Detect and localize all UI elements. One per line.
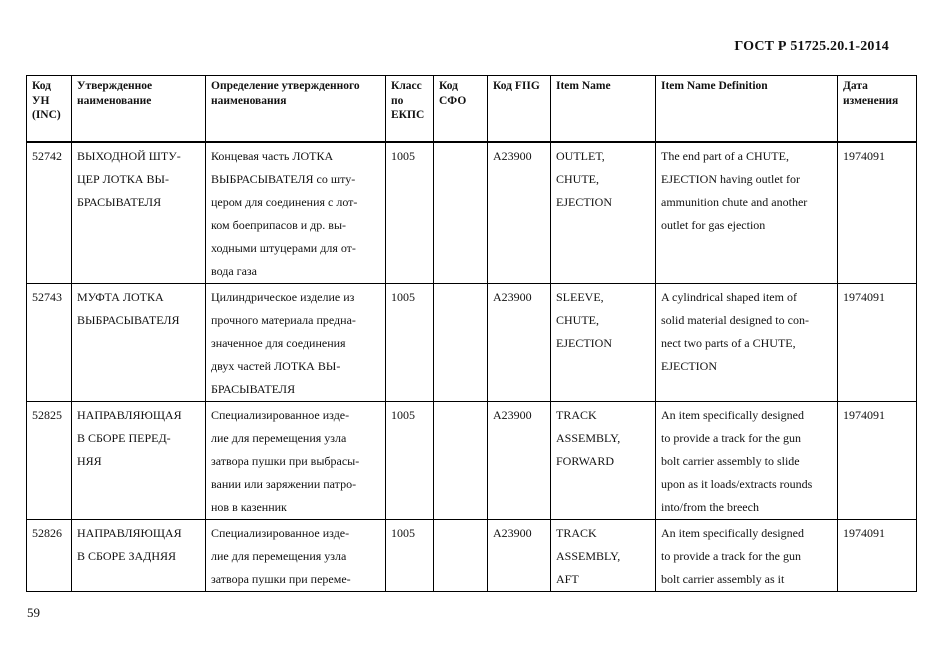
cell-approved-name-line: БРАСЫВАТЕЛЯ: [77, 195, 162, 209]
cell-definition-ru-line: прочного материала предна-: [211, 313, 356, 327]
cell-fiig: A23900: [488, 284, 551, 402]
catalog-table: [26, 75, 917, 592]
cell-item-name-line: TRACK: [556, 526, 597, 540]
cell-date: 1974091: [838, 142, 917, 284]
cell-date: 1974091: [838, 284, 917, 402]
table-row: [27, 142, 917, 284]
cell-definition-ru-line: нов в казенник: [211, 500, 287, 514]
cell-code: 52743: [27, 284, 72, 402]
table-header-row: [27, 76, 917, 143]
header-class: Класс по ЕКПС: [386, 76, 434, 143]
cell-item-definition-line: to provide a track for the gun: [661, 431, 801, 445]
cell-item-name: [551, 520, 656, 592]
cell-approved-name-line: ВЫБРАСЫВАТЕЛЯ: [77, 313, 180, 327]
cell-definition-ru: [206, 520, 386, 592]
cell-definition-ru-line: цером для соединения с лот-: [211, 195, 358, 209]
cell-fiig: A23900: [488, 520, 551, 592]
cell-approved-name-line: ВЫХОДНОЙ ШТУ-: [77, 149, 181, 163]
cell-item-name-line: ASSEMBLY,: [556, 549, 621, 563]
cell-item-name: [551, 284, 656, 402]
cell-definition-ru-line: Цилиндрическое изделие из: [211, 290, 355, 304]
cell-date: 1974091: [838, 520, 917, 592]
cell-definition-ru: [206, 402, 386, 520]
cell-definition-ru-line: Специализированное изде-: [211, 408, 350, 422]
cell-definition-ru-line: БРАСЫВАТЕЛЯ: [211, 382, 296, 396]
cell-approved-name: [72, 284, 206, 402]
cell-class: 1005: [386, 402, 434, 520]
cell-item-name-line: AFT: [556, 572, 579, 586]
cell-sfo: [434, 402, 488, 520]
cell-fiig: A23900: [488, 402, 551, 520]
cell-fiig: A23900: [488, 142, 551, 284]
cell-approved-name: [72, 142, 206, 284]
cell-item-definition-line: An item specifically designed: [661, 408, 804, 422]
header-name-definition: Определение утвержденного наименования: [206, 76, 386, 143]
cell-item-definition-line: outlet for gas ejection: [661, 218, 766, 232]
cell-item-definition-line: solid material designed to con-: [661, 313, 809, 327]
cell-item-definition-line: ammunition chute and another: [661, 195, 808, 209]
cell-item-definition-line: The end part of a CHUTE,: [661, 149, 789, 163]
cell-code: 52826: [27, 520, 72, 592]
cell-definition-ru-line: затвора пушки при выбрасы-: [211, 454, 360, 468]
cell-definition-ru: [206, 284, 386, 402]
cell-definition-ru-line: ком боеприпасов и др. вы-: [211, 218, 346, 232]
cell-item-definition-line: bolt carrier assembly to slide: [661, 454, 800, 468]
cell-item-definition-line: into/from the breech: [661, 500, 759, 514]
page-number: 59: [27, 605, 40, 620]
cell-definition-ru-line: значенное для соединения: [211, 336, 346, 350]
cell-item-definition-line: nect two parts of a CHUTE,: [661, 336, 796, 350]
cell-item-name: [551, 142, 656, 284]
cell-item-definition-line: An item specifically designed: [661, 526, 804, 540]
cell-sfo: [434, 520, 488, 592]
cell-item-name-line: FORWARD: [556, 454, 615, 468]
cell-code: 52825: [27, 402, 72, 520]
header-item-name-definition: Item Name Definition: [656, 76, 838, 143]
cell-definition-ru-line: Специализированное изде-: [211, 526, 350, 540]
table-row: [27, 520, 917, 592]
cell-definition-ru-line: ВЫБРАСЫВАТЕЛЯ со шту-: [211, 172, 356, 186]
cell-code: 52742: [27, 142, 72, 284]
cell-definition-ru-line: ходными штуцерами для от-: [211, 241, 356, 255]
cell-item-definition: [656, 284, 838, 402]
cell-class: 1005: [386, 520, 434, 592]
cell-approved-name-line: НАПРАВЛЯЮЩАЯ: [77, 408, 182, 422]
cell-definition-ru-line: двух частей ЛОТКА ВЫ-: [211, 359, 341, 373]
header-item-name: Item Name: [551, 76, 656, 143]
header-change-date: Дата изменения: [838, 76, 917, 143]
cell-item-name-line: ASSEMBLY,: [556, 431, 621, 445]
cell-item-definition-line: to provide a track for the gun: [661, 549, 801, 563]
cell-item-definition: [656, 142, 838, 284]
cell-item-definition-line: EJECTION having outlet for: [661, 172, 800, 186]
cell-definition-ru-line: Концевая часть ЛОТКА: [211, 149, 334, 163]
header-sfo-code: Код СФО: [434, 76, 488, 143]
cell-item-definition-line: A cylindrical shaped item of: [661, 290, 797, 304]
cell-class: 1005: [386, 284, 434, 402]
cell-approved-name: [72, 402, 206, 520]
cell-approved-name-line: В СБОРЕ ЗАДНЯЯ: [77, 549, 177, 563]
cell-approved-name-line: НЯЯ: [77, 454, 102, 468]
cell-definition-ru-line: вании или заряжении патро-: [211, 477, 357, 491]
cell-definition-ru-line: вода газа: [211, 264, 257, 278]
cell-class: 1005: [386, 142, 434, 284]
header-fiig-code: Код FIIG: [488, 76, 551, 143]
cell-sfo: [434, 142, 488, 284]
cell-definition-ru-line: лие для перемещения узла: [211, 549, 347, 563]
cell-item-name: [551, 402, 656, 520]
table-row: [27, 402, 917, 520]
cell-approved-name: [72, 520, 206, 592]
cell-item-name-line: SLEEVE,: [556, 290, 604, 304]
header-approved-name: Утвержденное наименование: [72, 76, 206, 143]
cell-item-name-line: EJECTION: [556, 195, 612, 209]
cell-item-name-line: EJECTION: [556, 336, 612, 350]
cell-item-definition-line: EJECTION: [661, 359, 717, 373]
cell-item-name-line: CHUTE,: [556, 313, 599, 327]
header-code-inc: Код УН (INC): [27, 76, 72, 143]
cell-approved-name-line: В СБОРЕ ПЕРЕД-: [77, 431, 171, 445]
cell-item-definition-line: upon as it loads/extracts rounds: [661, 477, 813, 491]
cell-approved-name-line: МУФТА ЛОТКА: [77, 290, 164, 304]
cell-item-name-line: TRACK: [556, 408, 597, 422]
cell-sfo: [434, 284, 488, 402]
cell-definition-ru-line: лие для перемещения узла: [211, 431, 347, 445]
table-row: [27, 284, 917, 402]
cell-item-definition: [656, 520, 838, 592]
cell-item-definition: [656, 402, 838, 520]
cell-definition-ru-line: затвора пушки при переме-: [211, 572, 351, 586]
cell-approved-name-line: НАПРАВЛЯЮЩАЯ: [77, 526, 182, 540]
cell-item-name-line: OUTLET,: [556, 149, 605, 163]
cell-item-name-line: CHUTE,: [556, 172, 599, 186]
document-title: ГОСТ Р 51725.20.1-2014: [734, 39, 889, 54]
cell-date: 1974091: [838, 402, 917, 520]
cell-item-definition-line: bolt carrier assembly as it: [661, 572, 785, 586]
cell-approved-name-line: ЦЕР ЛОТКА ВЫ-: [77, 172, 169, 186]
cell-definition-ru: [206, 142, 386, 284]
